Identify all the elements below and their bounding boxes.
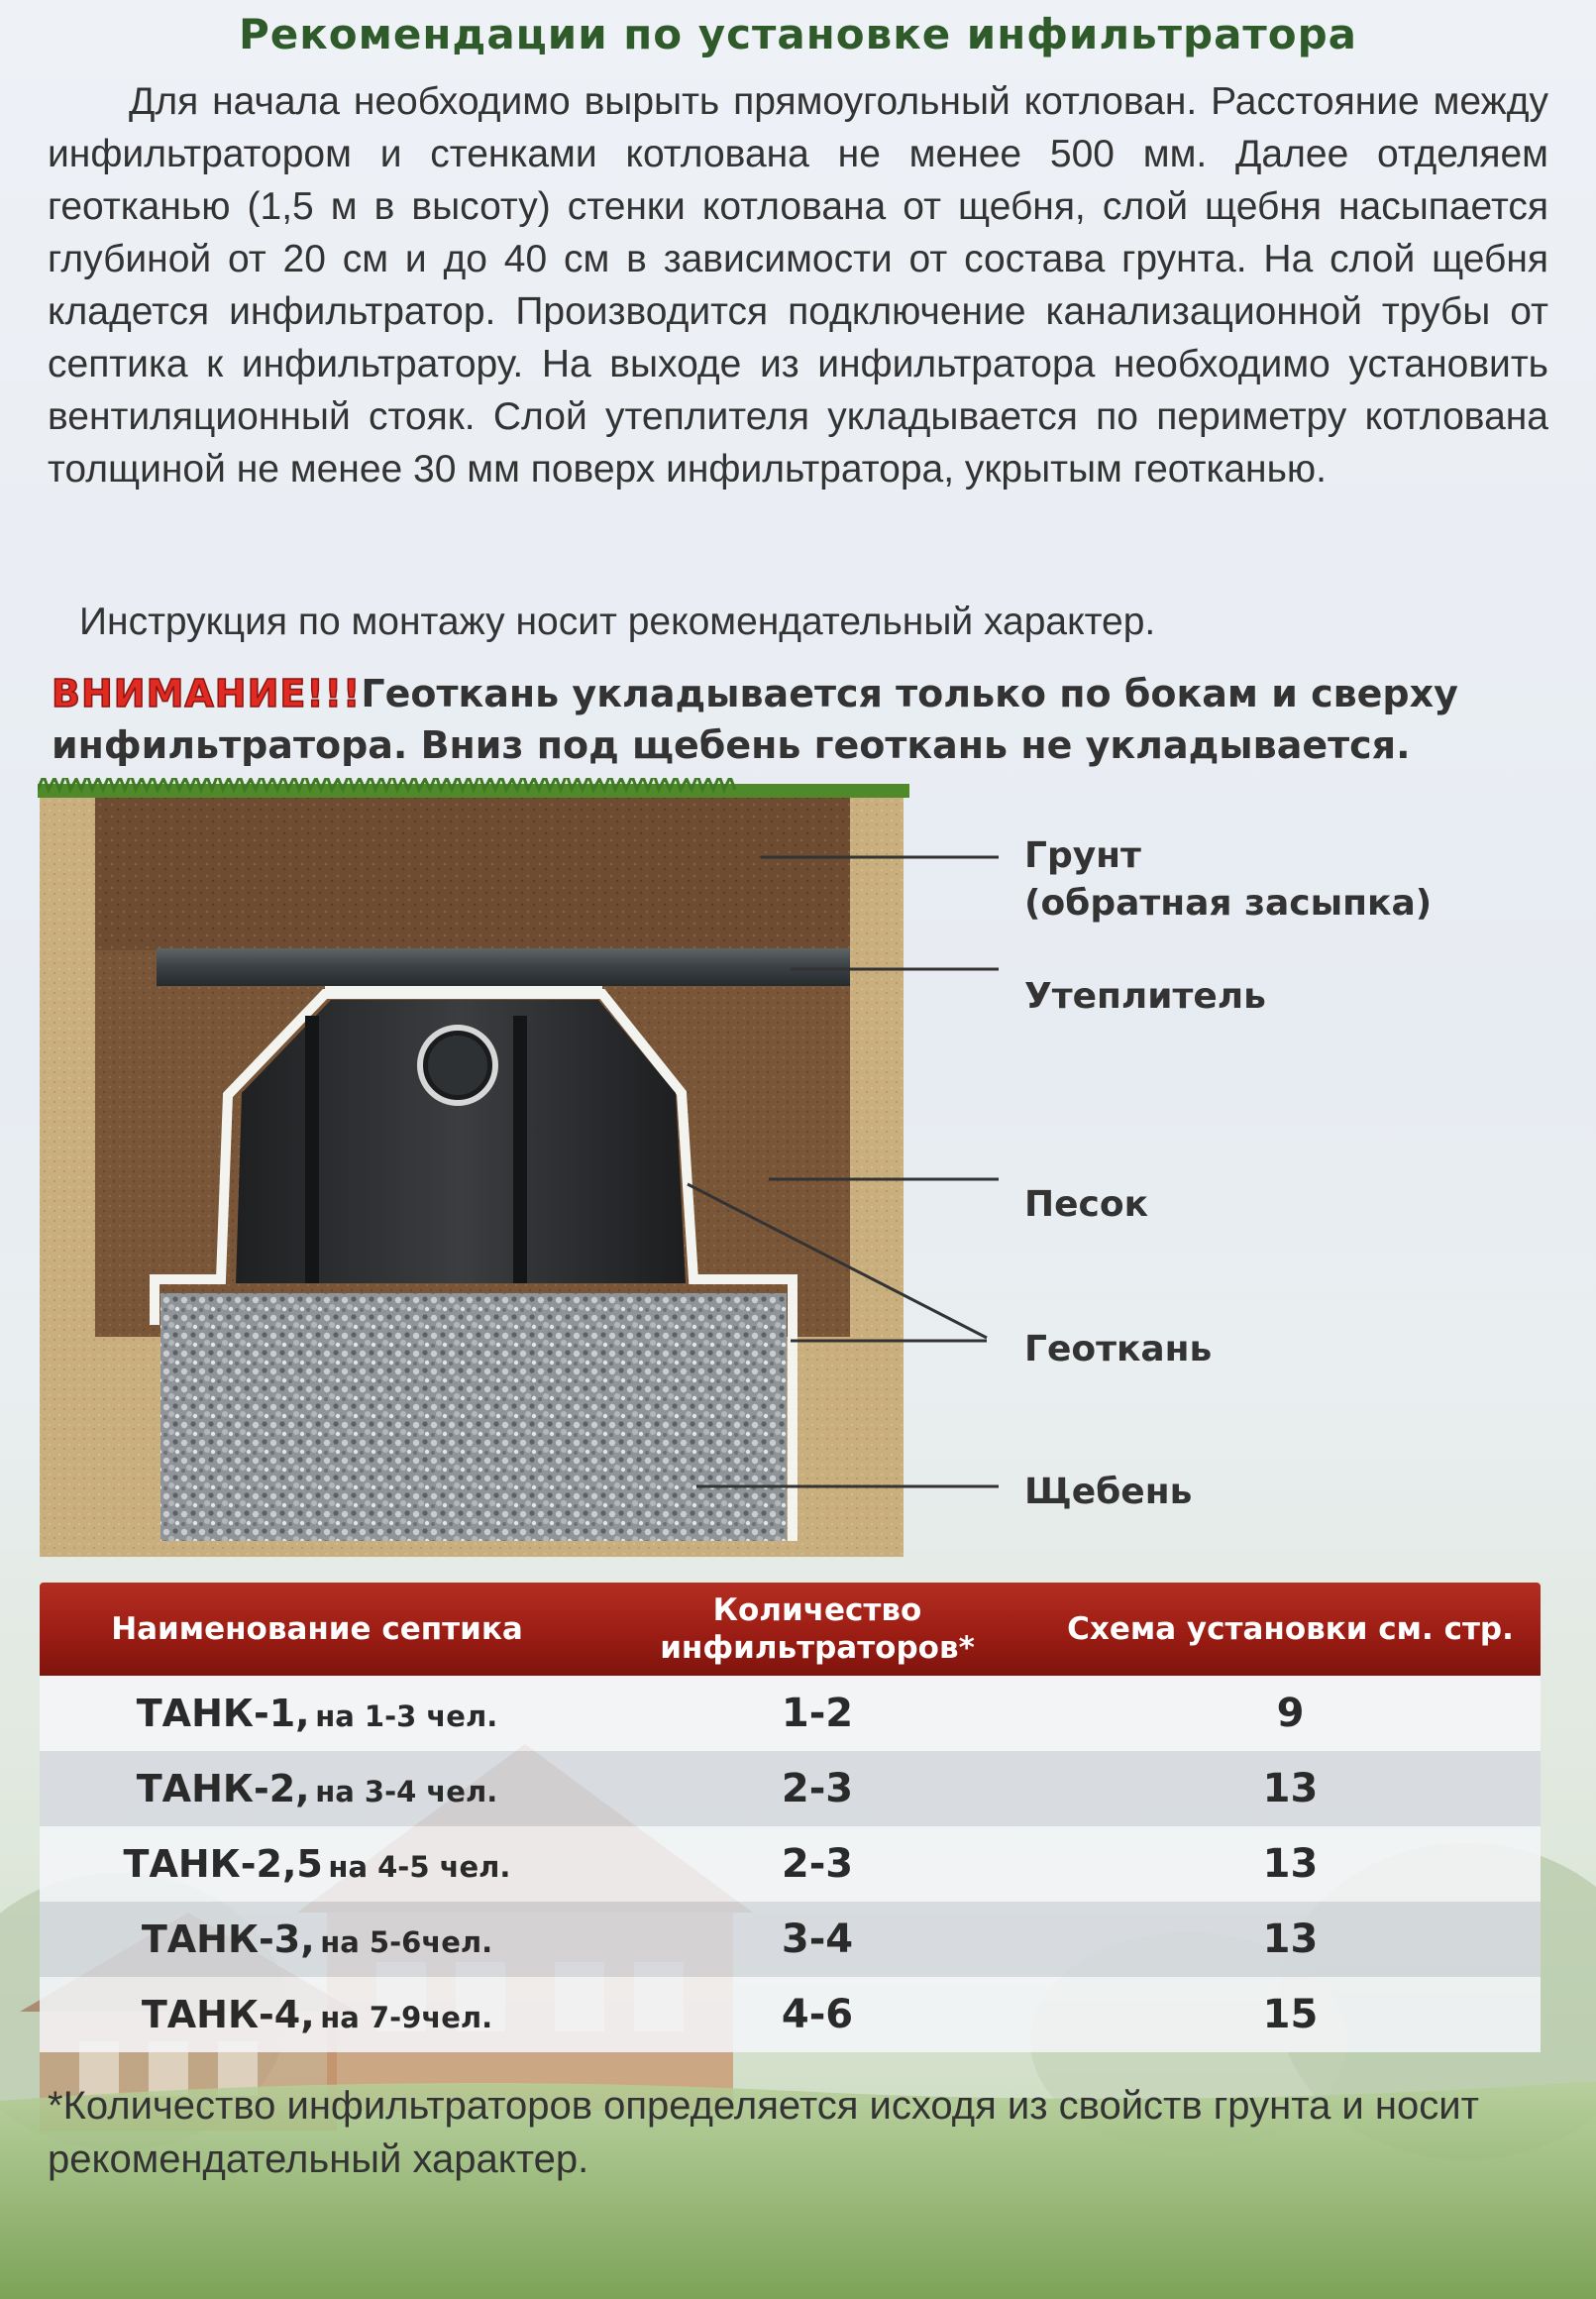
scheme-page: 15: [1262, 1992, 1319, 2037]
infiltrator-count: 3-4: [781, 1916, 854, 1962]
intro-paragraph: Для начала необходимо вырыть прямоугольный котлован. Расстояние между инфильтратором и стенками котлована не менее 500 мм. Далее отделяем геотканью (1,5 м в высоту) стенки котлована от щебня, слой щебня насыпается глубиной от 20 см и до 40 см в зависимости от состава грунта. На слой щебня кладется инфильтратор. Производится подключение канализационной трубы от септика к инфильтратору. На выходе из инфильтратора необходимо установить вентиляционный стояк. Слой утеплителя укладывается по периметру котлована толщиной не менее 30 мм поверх инфильтратора, укрытым геотканью.: [48, 80, 1548, 491]
warning-text: Геоткань укладывается только по бокам и сверху инфильтратора. Вниз под щебень геоткань не укладывается.: [52, 672, 1458, 767]
septic-persons: на 4-5 чел.: [328, 1850, 511, 1884]
table-row: [40, 1902, 1541, 1977]
septic-persons: на 3-4 чел.: [315, 1775, 498, 1808]
label-gravel: Щебень: [1024, 1472, 1193, 1512]
septic-table: [40, 1583, 1541, 2052]
label-soil: [1024, 832, 1432, 928]
table-row: [40, 1977, 1541, 2052]
header-septic-name: Наименование септика: [111, 1611, 523, 1647]
footnote: *Количество инфильтраторов определяется исходя из свойств грунта и носит рекомендательный характер.: [48, 2084, 1479, 2181]
scheme-page: 9: [1276, 1691, 1305, 1736]
label-geotextile: Геоткань: [1024, 1329, 1213, 1369]
infiltrator-count: 2-3: [781, 1841, 854, 1887]
septic-persons: на 1-3 чел.: [315, 1699, 498, 1733]
scheme-page: 13: [1262, 1916, 1319, 1962]
table-row: [40, 1751, 1541, 1826]
infiltrator-count: 1-2: [781, 1691, 854, 1736]
label-soil-line1: Грунт: [1024, 835, 1141, 876]
instruction-note: Инструкция по монтажу носит рекомендательный характер.: [79, 601, 1156, 643]
infiltrator-count: 2-3: [781, 1766, 854, 1811]
septic-persons: на 5-6чел.: [320, 1925, 493, 1959]
septic-name: ТАНК-2,: [136, 1767, 310, 1810]
label-insulation: Утеплитель: [1024, 976, 1266, 1017]
grass-strip: [38, 778, 909, 798]
septic-name: ТАНК-1,: [136, 1692, 310, 1735]
table-header: [40, 1583, 1541, 1676]
table-row: [40, 1826, 1541, 1902]
header-infiltrator-count: Количество инфильтраторов*: [660, 1592, 975, 1666]
page-title: Рекомендации по установке инфильтратора: [238, 10, 1358, 58]
infiltrator-count: 4-6: [781, 1992, 854, 2037]
septic-persons: на 7-9чел.: [320, 2001, 493, 2034]
label-sand: Песок: [1024, 1184, 1149, 1225]
table-row: [40, 1676, 1541, 1751]
header-scheme-page: Схема установки см. стр.: [1067, 1611, 1514, 1647]
scheme-page: 13: [1262, 1841, 1319, 1887]
warning-block: [52, 668, 1557, 771]
warning-label: ВНИМАНИЕ!!!: [52, 672, 362, 715]
septic-name: ТАНК-4,: [141, 1993, 315, 2036]
septic-name: ТАНК-3,: [141, 1917, 315, 1961]
scheme-page: 13: [1262, 1766, 1319, 1811]
label-soil-line2: (обратная засыпка): [1024, 883, 1433, 924]
septic-name: ТАНК-2,5: [123, 1842, 323, 1886]
